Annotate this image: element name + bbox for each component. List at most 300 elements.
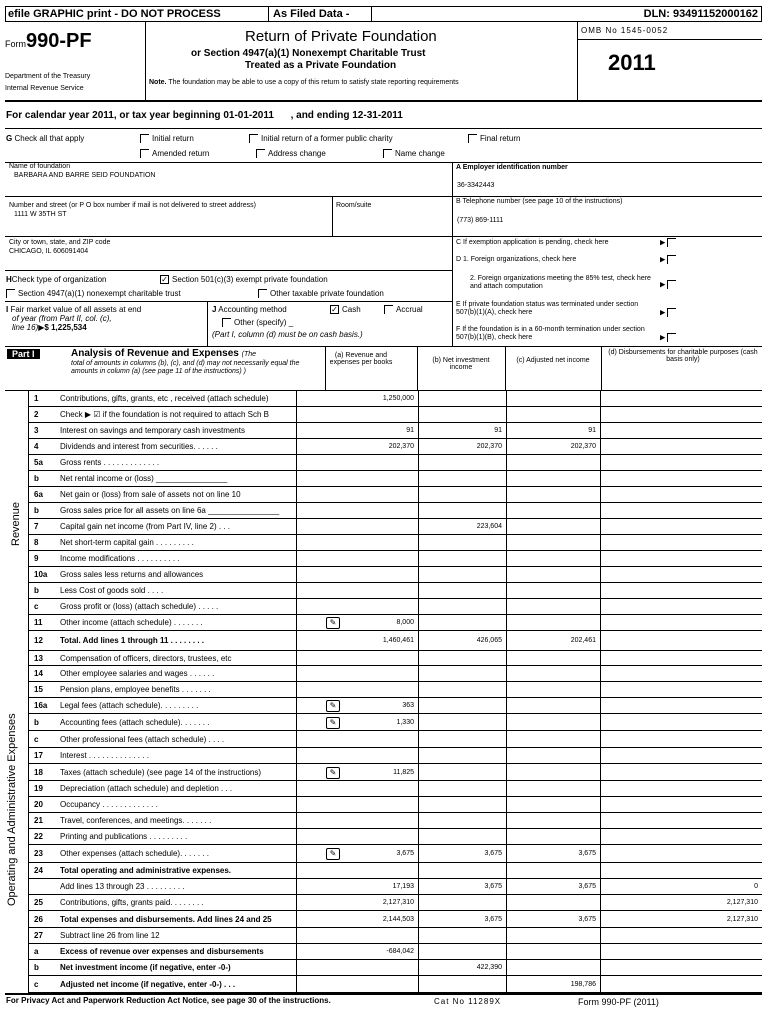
col-d-cell: 2,127,310 xyxy=(600,911,762,928)
initial-former-checkbox[interactable]: Initial return of a former public charity xyxy=(249,134,393,143)
line-number: 14 xyxy=(34,669,43,678)
col-b-cell xyxy=(418,731,506,748)
line-number: 27 xyxy=(34,931,43,940)
table-row xyxy=(28,748,762,764)
line-number: b xyxy=(34,963,39,972)
col-b-cell xyxy=(418,583,506,599)
e-label: E If private foundation status was terminated under section 507(b)(1)(A), check here xyxy=(456,301,639,317)
line-number: 10a xyxy=(34,570,48,579)
table-row xyxy=(28,797,762,813)
col-a-cell xyxy=(296,567,418,583)
table-row xyxy=(28,960,762,976)
col-a-cell xyxy=(296,455,418,471)
table-row xyxy=(28,731,762,748)
col-d-header: (d) Disbursements for charitable purposes (cash basis only) xyxy=(608,349,758,363)
line-label: Net rental income or (loss) ________________ xyxy=(60,474,228,483)
col-c-header: (c) Adjusted net income xyxy=(516,357,590,364)
col-b-cell xyxy=(418,797,506,813)
line-label: Contributions, gifts, grants paid. . . . . . . . xyxy=(60,898,204,907)
col-d-cell xyxy=(600,960,762,976)
amended-return-checkbox[interactable]: Amended return xyxy=(140,149,209,158)
line-number: a xyxy=(34,947,39,956)
table-row xyxy=(28,423,762,439)
col-a-cell xyxy=(296,535,418,551)
other-method-checkbox[interactable]: Other (specify) _ xyxy=(222,318,293,327)
col-b-cell: 3,675 xyxy=(418,911,506,928)
col-c-cell xyxy=(506,455,600,471)
col-a-cell xyxy=(296,599,418,615)
col-c-cell xyxy=(506,813,600,829)
form-footer-label: Form 990-PF (2011) xyxy=(578,997,659,1007)
col-d-cell xyxy=(600,519,762,535)
cat-number: Cat No 11289X xyxy=(434,997,502,1006)
col-a-cell xyxy=(296,666,418,682)
line-label: Gross sales price for all assets on line 6a ________________ xyxy=(60,506,280,515)
col-d-cell xyxy=(600,731,762,748)
line-number: 22 xyxy=(34,832,43,841)
col-d-cell xyxy=(600,487,762,503)
col-a-cell xyxy=(296,682,418,698)
col-c-cell xyxy=(506,928,600,944)
efile-label: efile GRAPHIC print - DO NOT PROCESS xyxy=(8,8,221,20)
city-label: City or town, state, and ZIP code xyxy=(9,239,111,246)
line-number: b xyxy=(34,474,39,483)
table-row xyxy=(28,503,762,519)
line-number: 15 xyxy=(34,685,43,694)
col-b-cell: 202,370 xyxy=(418,439,506,455)
table-row xyxy=(28,698,762,714)
col-c-cell xyxy=(506,535,600,551)
col-b-cell: 422,390 xyxy=(418,960,506,976)
f-label: F If the foundation is in a 60-month termination under section 507(b)(1)(B), check here xyxy=(456,326,645,342)
col-b-cell xyxy=(418,599,506,615)
col-d-cell xyxy=(600,535,762,551)
table-row xyxy=(28,551,762,567)
table-row xyxy=(28,976,762,993)
col-c-cell xyxy=(506,551,600,567)
line-label: Income modifications . . . . . . . . . . xyxy=(60,554,180,563)
col-b-cell: 3,675 xyxy=(418,879,506,895)
col-b-cell xyxy=(418,895,506,911)
col-d-cell xyxy=(600,928,762,944)
col-a-cell xyxy=(296,551,418,567)
col-a-cell: 1,330 xyxy=(296,714,418,731)
line-label: Excess of revenue over expenses and disbursements xyxy=(60,947,264,956)
line-label: Subtract line 26 from line 12 xyxy=(60,931,160,940)
col-a-cell: 2,127,310 xyxy=(296,895,418,911)
table-row xyxy=(28,911,762,928)
line-label: Printing and publications . . . . . . . . . xyxy=(60,832,188,841)
col-d-cell xyxy=(600,567,762,583)
line-number: 2 xyxy=(34,410,39,419)
col-d-cell xyxy=(600,551,762,567)
col-d-cell xyxy=(600,781,762,797)
address-change-checkbox[interactable]: Address change xyxy=(256,149,326,158)
line-number: 7 xyxy=(34,522,39,531)
col-a-cell xyxy=(296,797,418,813)
table-row xyxy=(28,829,762,845)
col-b-header: (b) Net investment income xyxy=(432,357,490,371)
col-a-header: (a) Revenue and expenses per books xyxy=(329,352,393,366)
c-checkbox[interactable]: ▶ xyxy=(660,238,679,247)
tax-year: 2011 xyxy=(608,50,656,75)
line-label: Contributions, gifts, grants, etc , received (attach schedule) xyxy=(60,394,269,403)
line-number: 13 xyxy=(34,653,43,663)
h-4947-checkbox[interactable]: Section 4947(a)(1) nonexempt charitable trust xyxy=(6,289,181,298)
col-a-cell xyxy=(296,731,418,748)
col-b-cell xyxy=(418,714,506,731)
col-b-cell: 3,675 xyxy=(418,845,506,863)
col-c-cell xyxy=(506,599,600,615)
initial-return-checkbox[interactable]: Initial return xyxy=(140,134,194,143)
col-a-cell xyxy=(296,583,418,599)
col-a-cell: 2,144,503 xyxy=(296,911,418,928)
col-c-cell xyxy=(506,519,600,535)
col-b-cell xyxy=(418,748,506,764)
col-b-cell xyxy=(418,455,506,471)
line-number: c xyxy=(34,734,39,744)
form-number: Form990-PF xyxy=(5,30,92,52)
col-d-cell xyxy=(600,698,762,714)
col-a-cell xyxy=(296,651,418,666)
col-a-cell xyxy=(296,976,418,993)
line-label: Total operating and administrative expenses. xyxy=(60,866,232,875)
col-a-cell xyxy=(296,487,418,503)
d1-label: D 1. Foreign organizations, check here xyxy=(456,256,577,263)
col-b-cell xyxy=(418,764,506,781)
col-b-cell xyxy=(418,535,506,551)
col-c-cell xyxy=(506,781,600,797)
line-number: 12 xyxy=(34,636,43,645)
line-number: b xyxy=(34,586,39,595)
efile-bar xyxy=(5,6,762,22)
col-b-cell xyxy=(418,407,506,423)
col-c-cell xyxy=(506,863,600,879)
line-label: Capital gain net income (from Part IV, line 2) . . . xyxy=(60,522,231,531)
name-label: Name of foundation xyxy=(9,163,71,170)
table-row xyxy=(28,863,762,879)
c-label: C If exemption application is pending, check here xyxy=(456,239,609,246)
as-filed-label: As Filed Data - xyxy=(268,7,372,21)
d2-label: 2. Foreign organizations meeting the 85% test, check here and attach computation xyxy=(470,275,651,291)
col-b-cell xyxy=(418,487,506,503)
line-label: Other employee salaries and wages . . . . . . xyxy=(60,669,215,678)
table-row xyxy=(28,391,762,407)
table-row xyxy=(28,535,762,551)
col-a-cell: 8,000 xyxy=(296,615,418,631)
line-label: Check ▶ ☑ if the foundation is not required to attach Sch B xyxy=(60,410,269,419)
foundation-name: BARBARA AND BARRE SEID FOUNDATION xyxy=(14,172,156,179)
form-subtitle-1: or Section 4947(a)(1) Nonexempt Charitable Trust xyxy=(191,48,426,59)
line-label: Other expenses (attach schedule). . . . . . . xyxy=(60,849,209,858)
col-d-cell xyxy=(600,503,762,519)
col-c-cell xyxy=(506,615,600,631)
col-a-cell xyxy=(296,813,418,829)
col-d-cell xyxy=(600,797,762,813)
fmv-value: $ 1,225,534 xyxy=(44,323,87,333)
col-a-cell xyxy=(296,863,418,879)
line-number: b xyxy=(34,717,39,727)
table-row xyxy=(28,879,762,895)
table-row xyxy=(28,944,762,960)
col-b-cell xyxy=(418,829,506,845)
dln: DLN: 93491152000162 xyxy=(643,8,758,20)
table-row xyxy=(28,813,762,829)
col-c-cell: 3,675 xyxy=(506,879,600,895)
col-c-cell xyxy=(506,487,600,503)
col-d-cell xyxy=(600,391,762,407)
col-d-cell xyxy=(600,944,762,960)
f-checkbox[interactable]: ▶ xyxy=(660,333,679,342)
accrual-checkbox[interactable]: Accrual xyxy=(384,305,423,314)
attachment-icon[interactable]: ✎ xyxy=(326,767,340,779)
line-label: Other income (attach schedule) . . . . . . . xyxy=(60,618,203,627)
line-number: 24 xyxy=(34,866,43,875)
col-d-cell: 0 xyxy=(600,879,762,895)
table-row xyxy=(28,599,762,615)
line-number: 3 xyxy=(34,426,39,435)
line-number: b xyxy=(34,506,39,515)
line-number: 26 xyxy=(34,914,43,924)
line-number: 5a xyxy=(34,458,43,467)
line-label: Gross profit or (loss) (attach schedule) . . . . . xyxy=(60,602,219,611)
col-b-cell xyxy=(418,698,506,714)
line-label: Dividends and interest from securities. . . . . . xyxy=(60,442,218,451)
e-checkbox[interactable]: ▶ xyxy=(660,308,679,317)
col-c-cell: 3,675 xyxy=(506,845,600,863)
line-number: c xyxy=(34,979,39,989)
col-c-cell: 202,370 xyxy=(506,439,600,455)
line-number: 9 xyxy=(34,554,39,563)
tax-year-line: For calendar year 2011, or tax year beginning 01-01-2011 , and ending 12-31-2011 xyxy=(6,110,403,121)
col-c-cell xyxy=(506,960,600,976)
section-i: I Fair market value of all assets at end of year (from Part II, col. (c), line 16)▶$ 1,225,534 xyxy=(6,305,142,333)
col-d-cell xyxy=(600,764,762,781)
form-title: Return of Private Foundation xyxy=(245,28,437,45)
line-number: 20 xyxy=(34,800,43,809)
table-row xyxy=(28,666,762,682)
col-d-cell xyxy=(600,471,762,487)
line-label: Gross rents . . . . . . . . . . . . . xyxy=(60,458,160,467)
attachment-icon[interactable]: ✎ xyxy=(326,717,340,729)
table-row xyxy=(28,781,762,797)
col-a-cell xyxy=(296,748,418,764)
col-a-cell: 202,370 xyxy=(296,439,418,455)
line-label: Compensation of officers, directors, trustees, etc xyxy=(60,653,232,663)
col-d-cell xyxy=(600,748,762,764)
line-number: 8 xyxy=(34,538,39,547)
line-number: 19 xyxy=(34,784,43,793)
col-b-cell xyxy=(418,471,506,487)
line-label: Interest on savings and temporary cash investments xyxy=(60,426,245,435)
table-row xyxy=(28,682,762,698)
line-label: Pension plans, employee benefits . . . . . . . xyxy=(60,685,211,694)
table-row xyxy=(28,714,762,731)
col-d-cell xyxy=(600,976,762,993)
col-d-cell xyxy=(600,455,762,471)
col-d-cell xyxy=(600,863,762,879)
col-d-cell xyxy=(600,714,762,731)
col-c-cell xyxy=(506,567,600,583)
col-d-cell xyxy=(600,423,762,439)
col-a-cell: 3,675 xyxy=(296,845,418,863)
col-b-cell xyxy=(418,391,506,407)
line-number: 6a xyxy=(34,490,43,499)
line-label: Gross sales less returns and allowances xyxy=(60,570,204,579)
line-number: c xyxy=(34,602,39,611)
col-b-cell xyxy=(418,651,506,666)
col-c-cell: 202,461 xyxy=(506,631,600,651)
d2-checkbox[interactable]: ▶ xyxy=(660,280,679,289)
col-c-cell xyxy=(506,797,600,813)
line-label: Interest . . . . . . . . . . . . . . xyxy=(60,751,149,760)
line-number: 11 xyxy=(34,618,43,627)
col-c-cell xyxy=(506,666,600,682)
h-501c3-checkbox[interactable]: ✓ Section 501(c)(3) exempt private foundation xyxy=(161,275,328,285)
col-b-cell xyxy=(418,944,506,960)
attachment-icon[interactable]: ✎ xyxy=(326,617,340,629)
col-d-cell xyxy=(600,651,762,666)
col-c-cell xyxy=(506,503,600,519)
name-change-checkbox[interactable]: Name change xyxy=(383,149,445,158)
irs: Internal Revenue Service xyxy=(5,85,84,92)
col-d-cell xyxy=(600,439,762,455)
part1-desc: total of amounts in columns (b), (c), and (d) may not necessarily equal the amounts in column (a) (see page 11 of the instructions) ) xyxy=(71,360,300,376)
col-b-cell xyxy=(418,863,506,879)
table-row xyxy=(28,895,762,911)
col-a-cell xyxy=(296,471,418,487)
table-row xyxy=(28,764,762,781)
line-label: Net gain or (loss) from sale of assets not on line 10 xyxy=(60,490,241,499)
phone-label: B Telephone number (see page 10 of the instructions) xyxy=(456,198,623,205)
table-row xyxy=(28,583,762,599)
phone-value: (773) 869-1111 xyxy=(457,217,504,224)
col-c-cell xyxy=(506,748,600,764)
table-row xyxy=(28,487,762,503)
ein-label: A Employer identification number xyxy=(456,164,568,171)
col-c-cell xyxy=(506,895,600,911)
line-number: 18 xyxy=(34,767,43,777)
col-a-cell xyxy=(296,960,418,976)
col-c-cell: 3,675 xyxy=(506,911,600,928)
col-d-cell xyxy=(600,583,762,599)
col-a-cell: 1,460,461 xyxy=(296,631,418,651)
attachment-icon[interactable]: ✎ xyxy=(326,700,340,712)
form-header xyxy=(5,22,762,100)
col-d-cell xyxy=(600,813,762,829)
attachment-icon[interactable]: ✎ xyxy=(326,848,340,860)
table-row xyxy=(28,651,762,666)
table-row xyxy=(28,455,762,471)
col-a-cell: -684,042 xyxy=(296,944,418,960)
table-row xyxy=(28,439,762,455)
form-note: Note. The foundation may be able to use a copy of this return to satisfy state reporting requirements xyxy=(149,79,459,86)
line-label: Total. Add lines 1 through 11 . . . . . . . . xyxy=(60,636,205,645)
part1-title: Analysis of Revenue and Expenses (The xyxy=(71,348,257,359)
line-number: 23 xyxy=(34,849,43,858)
col-b-cell xyxy=(418,666,506,682)
col-b-cell xyxy=(418,781,506,797)
col-b-cell xyxy=(418,928,506,944)
col-b-cell xyxy=(418,813,506,829)
line-label: Occupancy . . . . . . . . . . . . . xyxy=(60,800,158,809)
col-b-cell: 223,604 xyxy=(418,519,506,535)
col-c-cell xyxy=(506,714,600,731)
h-other-checkbox[interactable]: Other taxable private foundation xyxy=(258,289,384,298)
col-b-cell xyxy=(418,976,506,993)
col-c-cell xyxy=(506,651,600,666)
col-c-cell xyxy=(506,583,600,599)
table-row xyxy=(28,407,762,423)
col-a-cell: 11,825 xyxy=(296,764,418,781)
line-number: 16a xyxy=(34,701,48,710)
line-label: Accounting fees (attach schedule). . . . . . . xyxy=(60,717,210,727)
line-label: Adjusted net income (if negative, enter -0-) . . . xyxy=(60,979,236,989)
col-a-cell xyxy=(296,503,418,519)
dept-treasury: Department of the Treasury xyxy=(5,73,91,80)
col-c-cell xyxy=(506,764,600,781)
form-subtitle-2: Treated as a Private Foundation xyxy=(245,60,397,71)
d1-checkbox[interactable]: ▶ xyxy=(660,255,679,264)
line-label: Other professional fees (attach schedule) . . . . xyxy=(60,734,225,744)
col-b-cell: 91 xyxy=(418,423,506,439)
line-label: Legal fees (attach schedule). . . . . . . . . xyxy=(60,701,199,710)
expenses-side-label: Operating and Administrative Expenses xyxy=(6,713,18,906)
col-a-cell xyxy=(296,519,418,535)
line-label: Net investment income (if negative, enter -0-) xyxy=(60,963,231,972)
room-label: Room/suite xyxy=(336,202,372,209)
line-number: 25 xyxy=(34,898,43,907)
line-label: Less Cost of goods sold . . . . xyxy=(60,586,164,595)
table-row xyxy=(28,631,762,651)
omb-number: OMB No 1545-0052 xyxy=(581,26,669,35)
table-row xyxy=(28,615,762,631)
final-return-checkbox[interactable]: Final return xyxy=(468,134,520,143)
col-c-cell xyxy=(506,698,600,714)
line-label: Add lines 13 through 23 . . . . . . . . . xyxy=(60,882,185,891)
street-label: Number and street (or P O box number if mail is not delivered to street address) xyxy=(9,202,256,209)
line-number: 1 xyxy=(34,394,39,403)
table-row xyxy=(28,845,762,863)
col-d-cell xyxy=(600,407,762,423)
col-a-cell xyxy=(296,781,418,797)
col-c-cell: 91 xyxy=(506,423,600,439)
part1-header xyxy=(5,347,762,391)
privacy-notice: For Privacy Act and Paperwork Reduction Act Notice, see page 30 of the instructions. xyxy=(6,996,331,1005)
col-a-cell: 17,193 xyxy=(296,879,418,895)
col-d-cell xyxy=(600,599,762,615)
line-label: Depreciation (attach schedule) and depletion . . . xyxy=(60,784,233,793)
table-row xyxy=(28,928,762,944)
table-row xyxy=(28,471,762,487)
col-b-cell: 426,065 xyxy=(418,631,506,651)
table-row xyxy=(28,567,762,583)
col-c-cell xyxy=(506,682,600,698)
city-value: CHICAGO, IL 606091404 xyxy=(9,248,89,255)
col-a-cell xyxy=(296,928,418,944)
cash-checkbox[interactable]: ✓ Cash xyxy=(331,305,361,315)
col-a-cell: 363 xyxy=(296,698,418,714)
col-c-cell xyxy=(506,731,600,748)
col-c-cell xyxy=(506,407,600,423)
line-label: Total expenses and disbursements. Add lines 24 and 25 xyxy=(60,914,272,924)
col-a-cell: 1,250,000 xyxy=(296,391,418,407)
line-label: Travel, conferences, and meetings. . . . . . . xyxy=(60,816,212,825)
col-c-cell xyxy=(506,829,600,845)
col-d-cell xyxy=(600,829,762,845)
col-d-cell xyxy=(600,615,762,631)
line-number: 4 xyxy=(34,442,39,451)
